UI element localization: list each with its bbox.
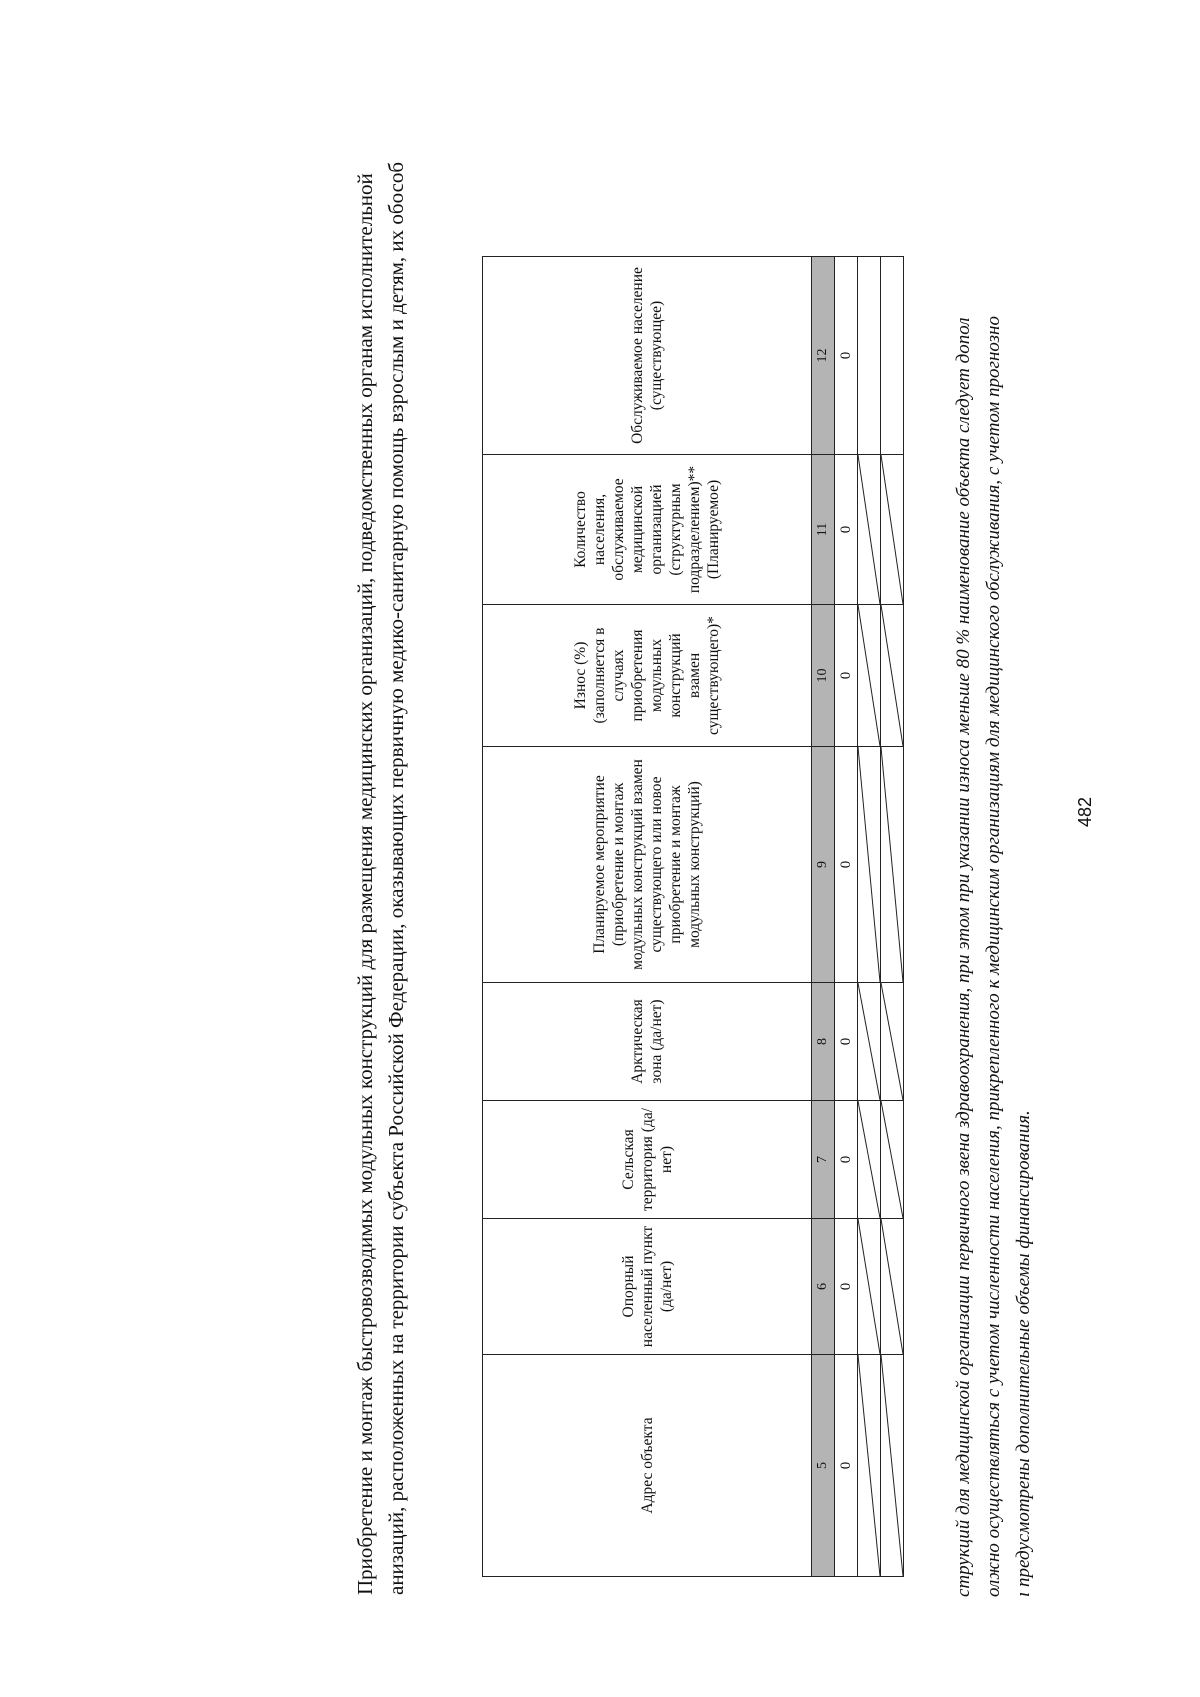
empty-cell	[881, 257, 904, 455]
table-empty-row	[858, 257, 881, 1577]
col-header-arctic-zone: Арктическая зона (да/нет)	[483, 983, 812, 1101]
header-line-1: Приобретение и монтаж быстровозводимых модульных конструкций для размещения медицинских организаций, подведомственных органам исполнительной	[353, 173, 377, 1595]
col-number: 5	[812, 1355, 835, 1577]
slash-line	[881, 455, 903, 604]
empty-cell	[881, 1355, 904, 1577]
cell-value: 0	[835, 983, 858, 1101]
col-number: 8	[812, 983, 835, 1101]
modular-construction-table	[482, 256, 904, 1577]
slash-line	[858, 455, 880, 604]
empty-cell	[881, 983, 904, 1101]
empty-cell	[858, 455, 881, 605]
cell-value: 0	[835, 1101, 858, 1219]
col-number: 9	[812, 747, 835, 983]
col-header-population-planned: Количество населения, обслуживаемое медицинской организацией (структурным подразделением)** (Планируемое)	[483, 455, 812, 605]
col-header-support-settlement: Опорный населенный пункт (да/нет)	[483, 1219, 812, 1355]
empty-cell	[858, 605, 881, 747]
empty-cell	[881, 1101, 904, 1219]
empty-cell	[881, 1219, 904, 1355]
empty-cell	[881, 455, 904, 605]
col-number: 7	[812, 1101, 835, 1219]
empty-cell	[858, 747, 881, 983]
page-number: 482	[1075, 796, 1095, 827]
table-value-row	[835, 257, 858, 1577]
cell-value: 0	[835, 1355, 858, 1577]
empty-cell	[881, 605, 904, 747]
empty-cell	[881, 747, 904, 983]
table-number-row	[812, 257, 835, 1577]
slash-line	[858, 747, 880, 982]
table-header-row	[483, 257, 812, 1577]
slash-line	[881, 747, 903, 982]
col-number: 12	[812, 257, 835, 455]
slash-line	[881, 1355, 903, 1576]
col-header-wear: Износ (%) (заполняется в случаях приобретения модульных конструкций взамен существующего)*	[483, 605, 812, 747]
empty-cell	[858, 983, 881, 1101]
cell-value: 0	[835, 747, 858, 983]
empty-cell	[858, 1355, 881, 1577]
col-number: 6	[812, 1219, 835, 1355]
empty-cell	[858, 1219, 881, 1355]
slash-line	[858, 1101, 880, 1218]
cell-value: 0	[835, 257, 858, 455]
slash-line	[881, 1219, 903, 1354]
col-header-address: Адрес объекта	[483, 1355, 812, 1577]
col-header-planned-measure: Планируемое мероприятие (приобретение и монтаж модульных конструкций взамен существующего или новое приобретение и монтаж модульных конструкций)	[483, 747, 812, 983]
col-header-rural-territory: Сельская территория (да/нет)	[483, 1101, 812, 1219]
empty-cell	[858, 1101, 881, 1219]
slash-line	[858, 983, 880, 1100]
col-number: 10	[812, 605, 835, 747]
slash-line	[881, 1101, 903, 1218]
cell-value: 0	[835, 1219, 858, 1355]
slash-line	[858, 1355, 880, 1576]
col-header-population-existing: Обслуживаемое население (существующее)	[483, 257, 812, 455]
slash-line	[858, 605, 880, 746]
table-empty-row	[881, 257, 904, 1577]
cell-value: 0	[835, 455, 858, 605]
empty-cell	[858, 257, 881, 455]
col-number: 11	[812, 455, 835, 605]
slash-line	[858, 1219, 880, 1354]
footnote-line-3: ı предусмотрены дополнительные объемы финансирования.	[1013, 1110, 1034, 1597]
slash-line	[881, 605, 903, 746]
footnote-line-2: олжно осуществляться с учетом численности населения, прикрепленного к медицинским организациям для медицинского обслуживания, с учетом прогнозно	[983, 316, 1004, 1597]
cell-value: 0	[835, 605, 858, 747]
footnote-line-1: струкций для медицинской организации первичного звена здравоохранения, при этом при указании износа меньше 80 % наименование объекта следует допол	[953, 317, 974, 1597]
slash-line	[881, 983, 903, 1100]
header-line-2: анизаций, расположенных на территории субъекта Российской Федерации, оказывающих первичную медико-санитарную помощь взрослым и детям, их обособ	[384, 161, 408, 1595]
